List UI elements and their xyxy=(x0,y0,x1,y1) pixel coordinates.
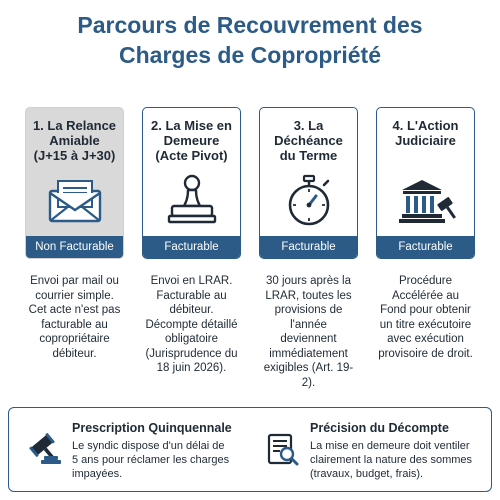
step-title-line: Déchéance xyxy=(274,133,343,148)
info-text xyxy=(310,439,472,481)
status-badge: Facturable xyxy=(377,236,474,258)
info-text-line: 5 ans pour réclamer les charges xyxy=(72,454,230,466)
description-line: Envoi par mail ou xyxy=(30,275,119,287)
status-badge: Facturable xyxy=(260,236,357,258)
step-title-line: (J+15 à J+30) xyxy=(33,148,116,163)
description-line: exigibles (Art. 19-2). xyxy=(263,362,354,389)
steps-row xyxy=(25,107,477,259)
step-description-mise-en-demeure xyxy=(142,274,241,390)
description-line: Envoi en LRAR. xyxy=(150,275,233,287)
title-line-2: Charges de Copropriété xyxy=(119,42,381,68)
step-title-line: 1. La Relance xyxy=(32,118,117,133)
info-text-line: La mise en demeure doit ventiler xyxy=(310,440,470,452)
info-panel xyxy=(8,407,492,492)
description-line: (Jurisprudence du xyxy=(145,347,238,360)
description-line: Facturable au xyxy=(156,289,227,302)
page-title xyxy=(0,10,500,70)
step-card-relance xyxy=(25,107,124,259)
step-title-line: Demeure xyxy=(163,133,220,148)
description-line: copropriétaire xyxy=(39,333,110,345)
description-line: Accélérée au xyxy=(391,289,460,302)
description-line: débiteur. xyxy=(169,304,214,316)
step-title-line: (Acte Pivot) xyxy=(155,148,228,163)
document-magnifier-icon xyxy=(265,432,301,468)
description-line: débiteur. xyxy=(52,347,97,360)
step-card-decheance xyxy=(259,107,358,259)
description-line: avec exécution xyxy=(387,333,464,345)
info-text-line: clairement la nature des sommes xyxy=(310,454,473,466)
description-line: provisions de xyxy=(274,304,343,316)
info-text xyxy=(72,439,229,481)
stamp-icon xyxy=(162,174,222,228)
step-card-action-judiciaire xyxy=(376,107,475,259)
step-title-line: 4. L'Action xyxy=(392,118,459,133)
description-line: Décompte détaillé xyxy=(145,318,238,331)
courthouse-gavel-icon xyxy=(396,174,456,228)
description-line: Procédure xyxy=(398,275,453,287)
step-card-mise-en-demeure xyxy=(142,107,241,259)
info-title: Prescription Quinquennale xyxy=(72,421,232,435)
step-title xyxy=(143,118,240,163)
description-line: Cet acte n'est pas xyxy=(28,304,121,316)
step-title-line: 2. La Mise en xyxy=(151,118,232,133)
step-title xyxy=(377,118,474,148)
description-line: un titre exécutoire xyxy=(379,318,472,331)
description-line: immédiatement xyxy=(269,347,348,360)
description-line: LRAR, toutes les xyxy=(265,289,352,302)
description-line: courrier simple. xyxy=(35,289,114,302)
description-line: obligatoire xyxy=(164,333,219,345)
step-descriptions xyxy=(25,274,477,390)
step-title-line: du Terme xyxy=(279,148,338,163)
step-title xyxy=(260,118,357,163)
step-title-line: Judiciaire xyxy=(395,133,456,148)
envelope-icon xyxy=(45,174,105,228)
step-title-line: Amiable xyxy=(49,133,100,148)
info-text-line: impayées. xyxy=(72,468,123,480)
info-prescription xyxy=(27,418,245,482)
step-description-action-judiciaire xyxy=(376,274,475,390)
description-line: l'année xyxy=(290,318,327,331)
stopwatch-icon xyxy=(279,174,339,228)
status-badge: Non Facturable xyxy=(26,236,123,258)
description-line: 18 juin 2026). xyxy=(156,362,227,374)
description-line: Fond pour obtenir xyxy=(380,304,471,316)
info-decompte xyxy=(265,418,485,482)
step-description-relance xyxy=(25,274,124,390)
description-line: deviennent xyxy=(280,333,337,345)
title-line-1: Parcours de Recouvrement des xyxy=(77,12,423,38)
step-description-decheance xyxy=(259,274,358,390)
description-line: 30 jours après la xyxy=(265,275,352,287)
description-line: facturable au xyxy=(41,318,108,331)
step-title-line: 3. La xyxy=(293,118,324,133)
step-title xyxy=(26,118,123,163)
info-text-line: (travaux, budget, frais). xyxy=(310,468,424,480)
description-line: provisoire de droit. xyxy=(378,347,473,360)
gavel-icon xyxy=(27,432,63,468)
info-title: Précision du Décompte xyxy=(310,421,449,435)
status-badge: Facturable xyxy=(143,236,240,258)
info-text-line: Le syndic dispose d'un délai de xyxy=(72,440,225,452)
